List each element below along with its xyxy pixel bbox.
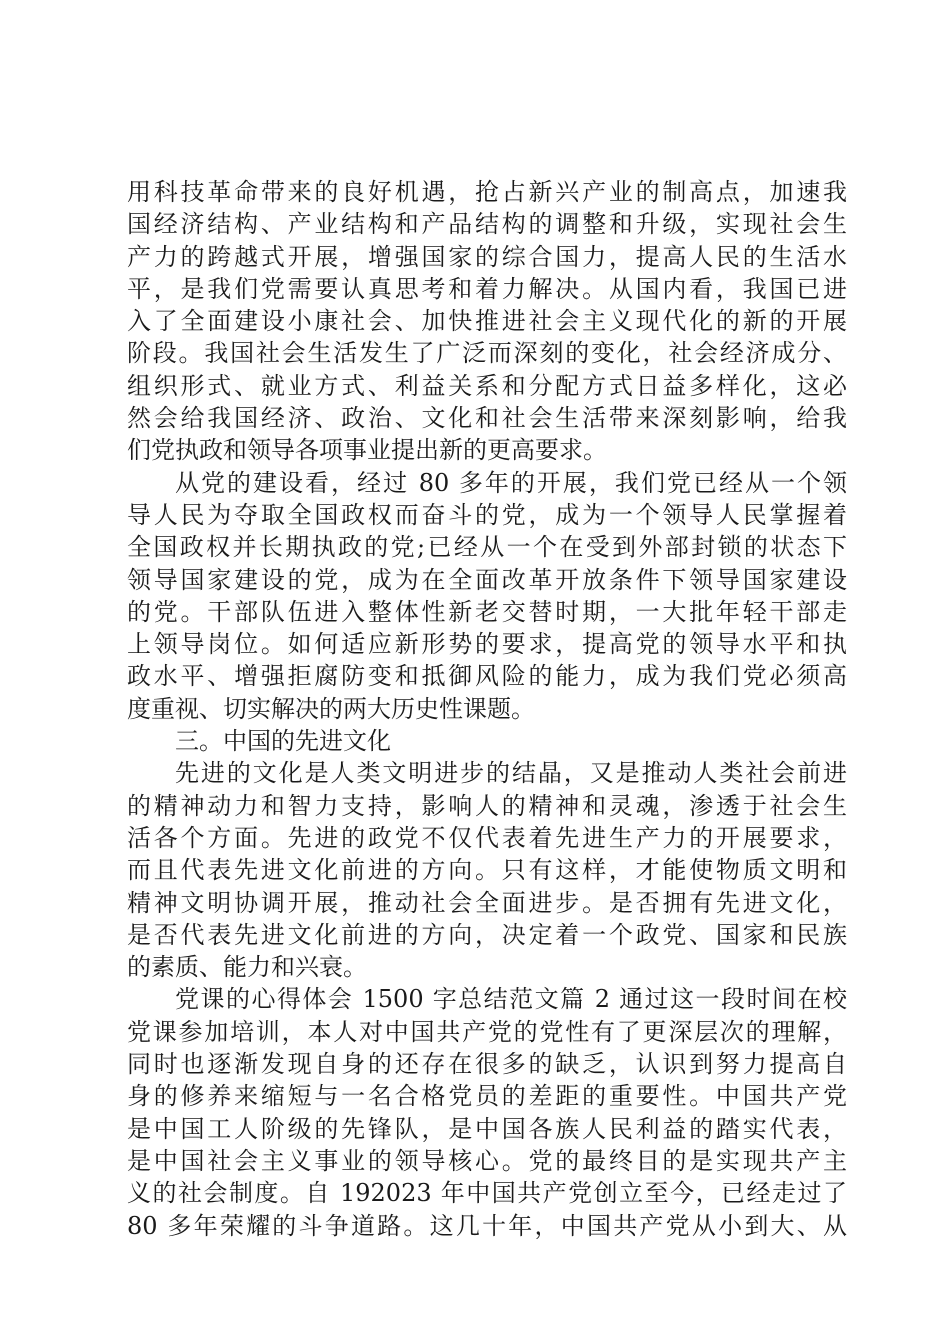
text-line: 组织形式、就业方式、利益关系和分配方式日益多样化，这必 — [127, 371, 847, 400]
text-line: 的党。干部队伍进入整体性新老交替时期，一大批年轻干部走 — [127, 597, 847, 626]
text-line: 用科技革命带来的良好机遇，抢占新兴产业的制高点，加速我 — [127, 178, 847, 206]
text-line: 活各个方面。先进的政党不仅代表着先进生产力的开展要求， — [127, 823, 847, 852]
text-line: 导人民为夺取全国政权而奋斗的党，成为一个领导人民掌握着 — [127, 500, 847, 529]
text-line: 先进的文化是人类文明进步的结晶，又是推动人类社会前进 — [175, 759, 847, 788]
text-line: 的素质、能力和兴衰。 — [127, 953, 367, 982]
text-line: 80 多年荣耀的斗争道路。这几十年，中国共产党从小到大、从 — [127, 1211, 847, 1240]
document-body — [127, 176, 847, 1242]
text-line: 党课的心得体会 1500 字总结范文篇 2 通过这一段时间在校 — [175, 985, 847, 1014]
text-line: 是否代表先进文化前进的方向，决定着一个政党、国家和民族 — [127, 920, 847, 949]
text-line: 领导国家建设的党，成为在全面改革开放条件下领导国家建设 — [127, 565, 847, 594]
text-line: 们党执政和领导各项事业提出新的更高要求。 — [127, 436, 607, 465]
text-line: 平，是我们党需要认真思考和着力解决。从国内看，我国已进 — [127, 274, 847, 303]
text-line: 然会给我国经济、政治、文化和社会生活带来深刻影响，给我 — [127, 404, 847, 433]
text-line: 的精神动力和智力支持，影响人的精神和灵魂，渗透于社会生 — [127, 791, 847, 820]
text-line: 入了全面建设小康社会、加快推进社会主义现代化的新的开展 — [127, 307, 847, 336]
text-line: 身的修养来缩短与一名合格党员的差距的重要性。中国共产党 — [127, 1082, 847, 1111]
text-line: 政水平、增强拒腐防变和抵御风险的能力，成为我们党必须高 — [127, 662, 847, 691]
text-line: 度重视、切实解决的两大历史性课题。 — [127, 694, 535, 723]
text-line: 是中国工人阶级的先锋队，是中国各族人民利益的踏实代表， — [127, 1114, 847, 1143]
text-line: 精神文明协调开展，推动社会全面进步。是否拥有先进文化， — [127, 888, 847, 917]
text-line: 义的社会制度。自 192023 年中国共产党创立至今，已经走过了 — [127, 1179, 847, 1208]
text-line: 国经济结构、产业结构和产品结构的调整和升级，实现社会生 — [127, 210, 847, 239]
text-line: 党课参加培训，本人对中国共产党的党性有了更深层次的理解， — [127, 1017, 847, 1046]
text-line: 全国政权并长期执政的党;已经从一个在受到外部封锁的状态下 — [127, 533, 847, 562]
text-line: 同时也逐渐发现自身的还存在很多的缺乏，认识到努力提高自 — [127, 1050, 847, 1079]
text-line: 产力的跨越式开展，增强国家的综合国力，提高人民的生活水 — [127, 242, 847, 271]
section-heading: 三。中国的先进文化 — [175, 727, 391, 756]
text-line: 阶段。我国社会生活发生了广泛而深刻的变化，社会经济成分、 — [127, 339, 847, 368]
text-line: 从党的建设看，经过 80 多年的开展，我们党已经从一个领 — [175, 468, 847, 497]
text-line: 上领导岗位。如何适应新形势的要求，提高党的领导水平和执 — [127, 630, 847, 659]
text-line: 是中国社会主义事业的领导核心。党的最终目的是实现共产主 — [127, 1146, 847, 1175]
text-line: 而且代表先进文化前进的方向。只有这样，才能使物质文明和 — [127, 856, 847, 885]
